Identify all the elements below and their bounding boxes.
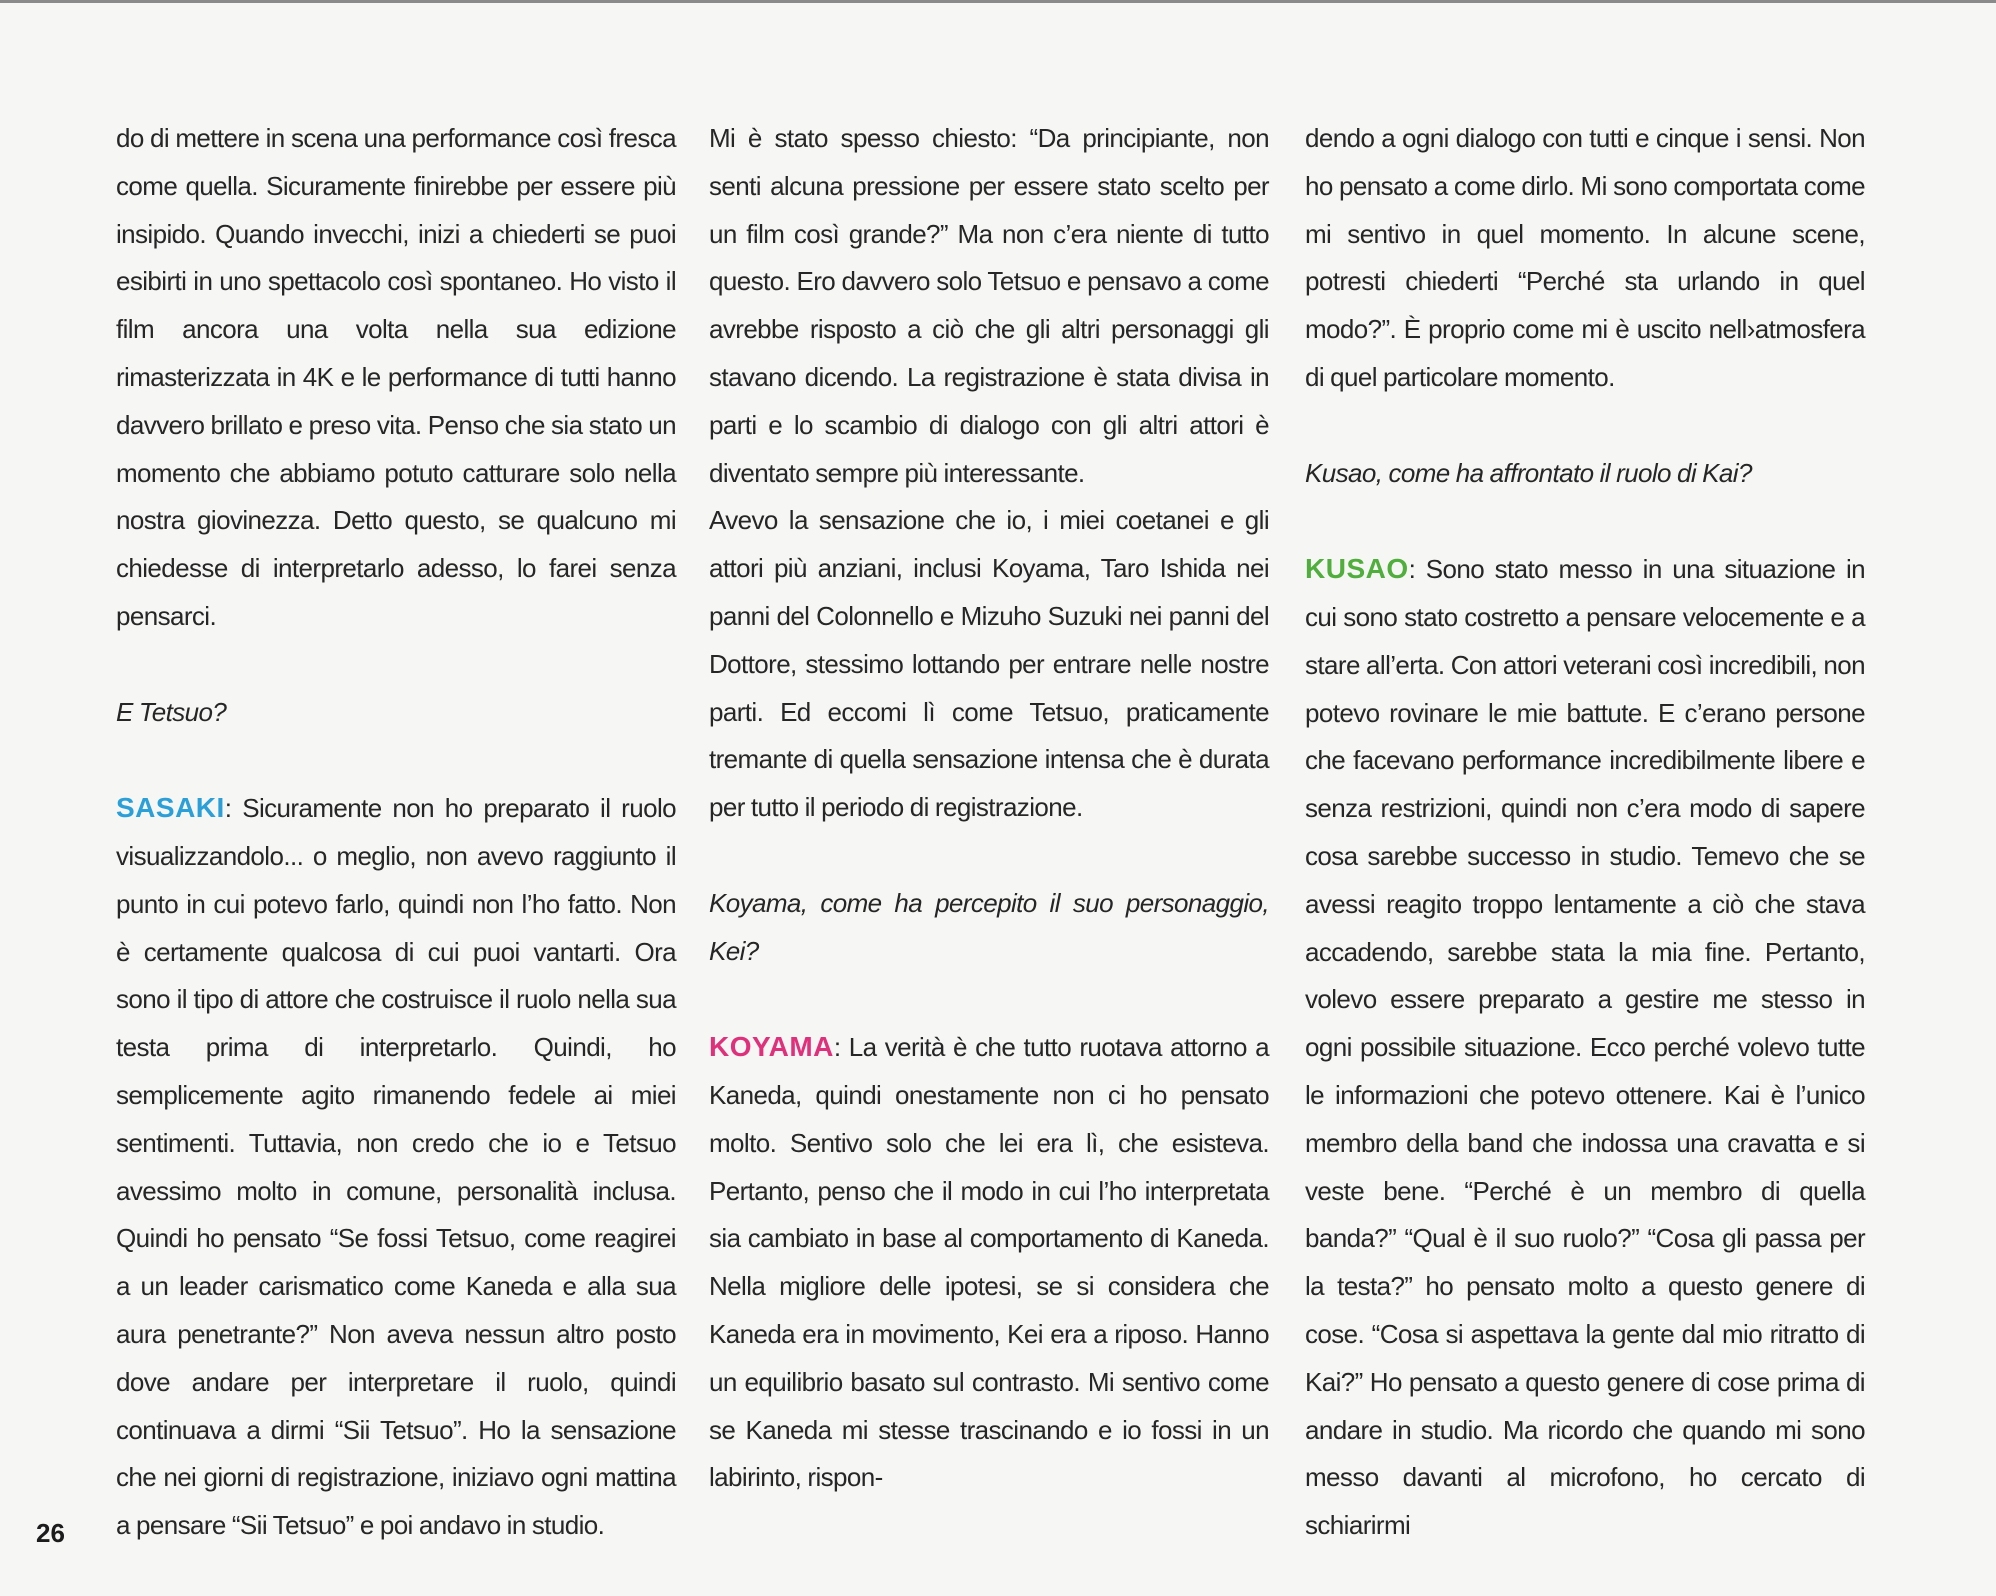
paragraph: Avevo la sensazione che io, i miei coetanei e gli attori più anziani, inclusi Koyama, Taro Ishida nei panni del Colonnello e Mizuho Suzuki nei panni del Dottore, stessimo lottando per entrare nelle nostre parti. Ed eccomi lì come Tetsuo, praticamente tremante di quella sensazione intensa che è durata per tutto il periodo di registrazione. <box>709 505 1269 823</box>
speaker-name-koyama: KOYAMA <box>709 1031 834 1063</box>
paragraph-gap <box>116 641 676 689</box>
answer-text: : Sicuramente non ho preparato il ruolo visualizzandolo... o meglio, non avevo raggiunto il punto in cui potevo farlo, quindi non l’ho fatto. Non è certamente qualcosa di cui puoi vantarti. Ora sono il tipo di attore che costruisce il ruolo nella sua testa prima di interpretarlo. Quindi, ho semplicemente agito rimanendo fedele ai miei sentimenti. Tuttavia, non credo che io e Tetsuo avessimo molto in comune, personalità inclusa. Quindi ho pensato “Se fossi Tetsuo, come reagirei a un leader carismatico come Kaneda e alla sua aura penetrante?” Non aveva nessun altro posto dove andare per interpretare il ruolo, quindi continuava a dirmi “Sii Tetsuo”. Ho la sensazione che nei giorni di registrazione, iniziavo ogni mattina a pensare “Sii Tetsuo” e poi andavo in studio. <box>116 793 676 1541</box>
paragraph-gap <box>709 832 1269 880</box>
interview-answer <box>709 1023 1269 1502</box>
page-number: 26 <box>36 1518 65 1548</box>
paragraph-gap <box>1305 402 1865 450</box>
interview-question: E Tetsuo? <box>116 696 227 727</box>
interview-answer <box>116 784 676 1550</box>
text-column-3 <box>1305 115 1865 1550</box>
text-column-1 <box>116 115 676 1550</box>
interview-question: Koyama, come ha percepito il suo personaggio, Kei? <box>709 887 1269 966</box>
answer-text: : La verità è che tutto ruotava attorno a Kaneda, quindi onestamente non ci ho pensato molto. Sentivo solo che lei era lì, che esisteva. Pertanto, penso che il modo in cui l’ho interpretata sia cambiato in base al comportamento di Kaneda. Nella migliore delle ipotesi, se si considera che Kaneda era in movimento, Kei era a riposo. Hanno un equilibrio basato sul contrasto. Mi sentivo come se Kaneda mi stesse trascinando e io fossi in un labirinto, rispon- <box>709 1032 1269 1493</box>
interview-answer <box>1305 545 1865 1550</box>
speaker-name-kusao: KUSAO <box>1305 553 1409 585</box>
paragraph-gap <box>1305 497 1865 545</box>
paragraph-gap <box>116 736 676 784</box>
paragraph: dendo a ogni dialogo con tutti e cinque i sensi. Non ho pensato a come dirlo. Mi sono comportata come mi sentivo in quel momento. In alcune scene, potresti chiederti “Perché sta urlando in quel modo?”. È proprio come mi è uscito nell›atmosfera di quel particolare momento. <box>1305 123 1865 392</box>
text-column-2 <box>709 115 1269 1502</box>
interview-question: Kusao, come ha affrontato il ruolo di Kai? <box>1305 457 1752 488</box>
paragraph-gap <box>709 975 1269 1023</box>
speaker-name-sasaki: SASAKI <box>116 792 225 824</box>
paragraph: do di mettere in scena una performance così fresca come quella. Sicuramente finirebbe per essere più insipido. Quando invecchi, inizi a chiederti se puoi esibirti in uno spettacolo così spontaneo. Ho visto il film ancora una volta nella sua edizione rimasterizzata in 4K e le performance di tutti hanno davvero brillato e preso vita. Penso che sia stato un momento che abbiamo potuto catturare solo nella nostra giovinezza. Detto questo, se qualcuno mi chiedesse di interpretarlo adesso, lo farei senza pensarci. <box>116 123 676 631</box>
answer-text: : Sono stato messo in una situazione in cui sono stato costretto a pensare velocemente e a stare all’erta. Con attori veterani così incredibili, non potevo rovinare le mie battute. E c’erano persone che facevano performance incredibilmente libere e senza restrizioni, quindi non c’era modo di sapere cosa sarebbe successo in studio. Temevo che se avessi reagito troppo lentamente a ciò che stava accadendo, sarebbe stata la mia fine. Pertanto, volevo essere preparato a gestire me stesso in ogni possibile situazione. Ecco perché volevo tutte le informazioni che potevo ottenere. Kai è l’unico membro della band che indossa una cravatta e si veste bene. “Perché è un membro di quella banda?” “Qual è il suo ruolo?” “Cosa gli passa per la testa?” ho pensato molto a questo genere di cose. “Cosa si aspettava la gente dal mio ritratto di Kai?” Ho pensato a questo genere di cose prima di andare in studio. Ma ricordo che quando mi sono messo davanti al microfono, ho cercato di schiarirmi <box>1305 554 1865 1541</box>
paragraph: Mi è stato spesso chiesto: “Da principiante, non senti alcuna pressione per essere stato scelto per un film così grande?” Ma non c’era niente di tutto questo. Ero davvero solo Tetsuo e pensavo a come avrebbe risposto a ciò che gli altri personaggi gli stavano dicendo. La registrazione è stata divisa in parti e lo scambio di dialogo con gli altri attori è diventato sempre più interessante. <box>709 123 1269 488</box>
